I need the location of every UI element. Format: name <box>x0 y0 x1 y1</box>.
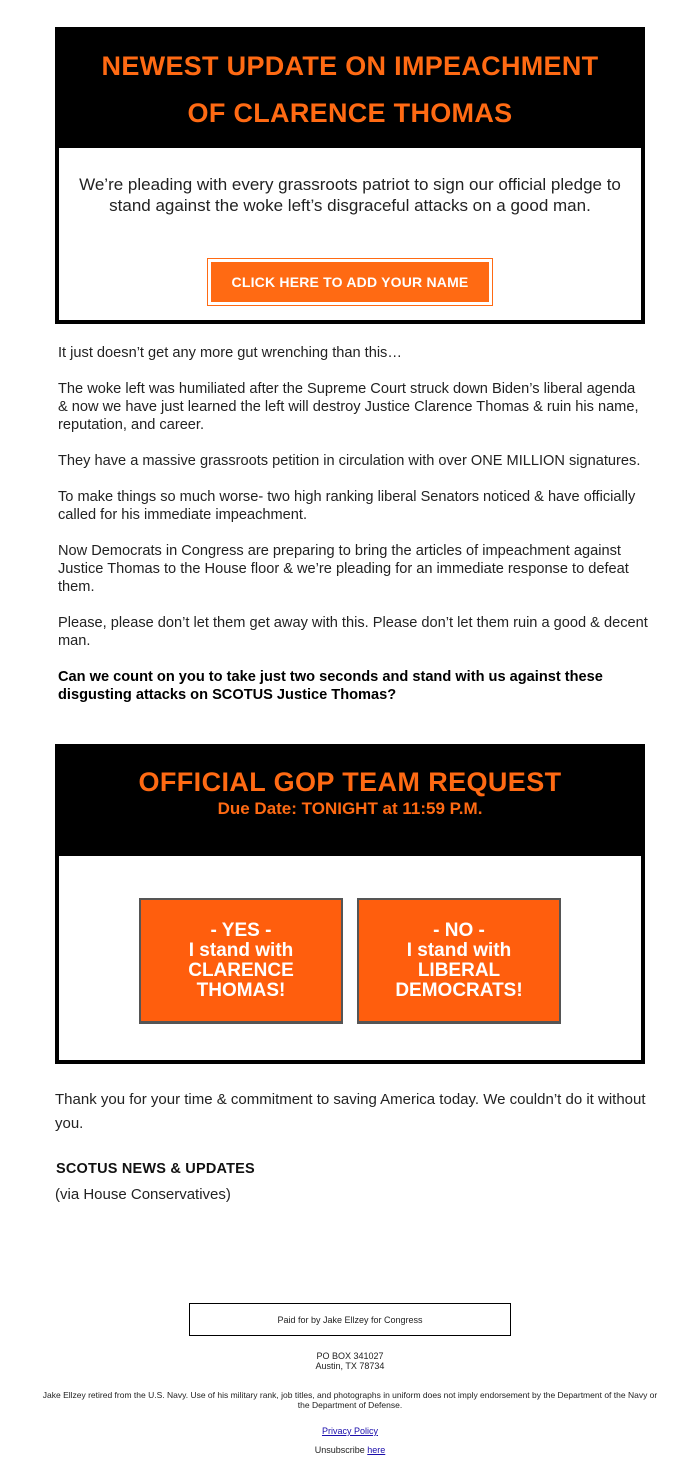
story-paragraph-3: They have a massive grassroots petition in circulation with over ONE MILLION signatures. <box>58 453 641 469</box>
hero-title-line1: NEWEST UPDATE ON IMPEACHMENT <box>101 50 599 81</box>
paid-for-box: Paid for by Jake Ellzey for Congress <box>189 1303 511 1336</box>
story-paragraph-5: Now Democrats in Congress are preparing to bring the articles of impeachment against Justice Thomas to the House floor & we’re pleading for an immediate response to defeat them. <box>58 543 629 595</box>
no-stand-with-democrats-button[interactable]: - NO - I stand with LIBERAL DEMOCRATS! <box>357 898 561 1024</box>
request-due-date: Due Date: TONIGHT at 11:59 P.M. <box>217 799 483 818</box>
hero-text: We’re pleading with every grassroots patriot to sign our official pledge to stand against the woke left’s disgraceful attacks on a good man. <box>79 175 621 215</box>
privacy-policy-row <box>0 1426 700 1436</box>
story-body <box>58 344 648 722</box>
unsubscribe-row <box>0 1445 700 1455</box>
address-line-1: PO BOX 341027 <box>316 1351 384 1361</box>
unsubscribe-link[interactable]: here <box>367 1445 386 1455</box>
sender-via: (via House Conservatives) <box>55 1186 231 1203</box>
impeachment-update-box <box>55 27 645 324</box>
gop-team-request-box <box>55 744 645 1064</box>
privacy-policy-link[interactable]: Privacy Policy <box>321 1426 378 1436</box>
story-paragraph-4: To make things so much worse- two high ranking liberal Senators noticed & have officially called for his immediate impeachment. <box>58 489 636 523</box>
story-paragraph-1: It just doesn’t get any more gut wrenching than this… <box>58 345 402 361</box>
request-title: OFFICIAL GOP TEAM REQUEST <box>138 767 562 797</box>
choice-buttons <box>59 898 641 1024</box>
sender-name: SCOTUS NEWS & UPDATES <box>56 1161 255 1177</box>
thank-you-text: Thank you for your time & commitment to saving America today. We couldn’t do it without you. <box>55 1091 646 1132</box>
address-line-2: Austin, TX 78734 <box>315 1361 385 1371</box>
request-header <box>59 748 641 856</box>
hero-body <box>59 148 641 306</box>
cta-frame <box>207 258 493 306</box>
story-call-to-action: Can we count on you to take just two seconds and stand with us against these disgusting attacks on SCOTUS Justice Thomas? <box>58 669 603 703</box>
story-paragraph-6: Please, please don’t let them get away with this. Please don’t let them ruin a good & decent man. <box>58 615 648 649</box>
hero-title-line2: OF CLARENCE THOMAS <box>187 97 513 128</box>
yes-stand-with-thomas-button[interactable]: - YES - I stand with CLARENCE THOMAS! <box>139 898 343 1024</box>
story-paragraph-2: The woke left was humiliated after the Supreme Court struck down Biden’s liberal agenda & now we have just learned the left will destroy Justice Clarence Thomas & ruin his name, reputation, and career. <box>58 381 639 433</box>
mailing-address <box>0 1351 700 1371</box>
unsubscribe-text: Unsubscribe <box>314 1445 368 1455</box>
military-disclaimer: Jake Ellzey retired from the U.S. Navy. Use of his military rank, job titles, and photographs in uniform does not imply endorsement by the Department of the Navy or the Department of Defense. <box>42 1390 658 1410</box>
hero-header <box>59 31 641 148</box>
add-your-name-button[interactable]: CLICK HERE TO ADD YOUR NAME <box>211 262 489 302</box>
